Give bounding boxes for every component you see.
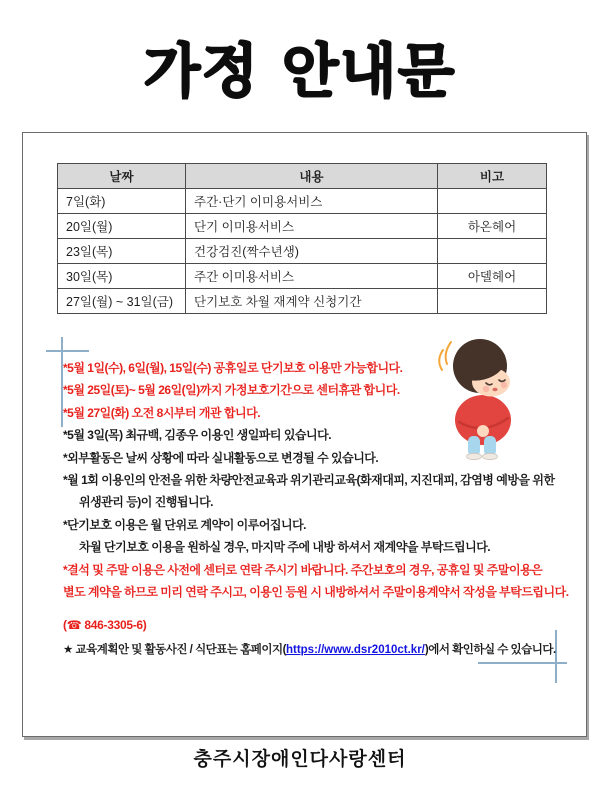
corner-mark-bottom-right-horizontal <box>478 662 567 664</box>
cell-content: 주간 이미용서비스 <box>186 264 438 289</box>
table-row <box>58 239 547 264</box>
homepage-suffix: )에서 확인하실 수 있습니다. <box>424 644 556 656</box>
corner-mark-top-left-horizontal <box>46 350 89 352</box>
bowing-boy-illustration <box>433 330 528 460</box>
cell-note <box>438 189 547 214</box>
page-title: 가정 안내문 <box>143 37 457 105</box>
notice-line: *5월 1일(수), 6일(월), 15일(수) 공휴일로 단기보호 이용만 가능합니다. <box>63 361 403 375</box>
homepage-link[interactable]: https://www.dsr2010ct.kr/ <box>285 644 425 656</box>
notice-line: *5월 27일(화) 오전 8시부터 개관 합니다. <box>63 405 261 420</box>
notice-line: *5월 3일(목) 최규백, 김종우 이용인 생일파티 있습니다. <box>63 428 332 443</box>
cell-content: 주간·단기 이미용서비스 <box>186 189 438 214</box>
cell-date: 20일(월) <box>58 214 186 239</box>
homepage-line <box>63 641 556 657</box>
cell-date: 7일(화) <box>58 189 186 214</box>
cell-note <box>438 289 547 314</box>
header-date: 날짜 <box>58 164 186 189</box>
notice-line: *단기보호 이용은 월 단위로 계약이 이루어집니다. <box>63 517 307 532</box>
schedule-table <box>57 163 547 314</box>
notice-line: *5월 25일(토)~ 5월 26일(일)까지 가정보호기간으로 센터휴관 합니다. <box>63 383 400 398</box>
header-note: 비고 <box>438 164 547 189</box>
cell-note: 하온헤어 <box>438 214 547 239</box>
cell-date: 30일(목) <box>58 264 186 289</box>
notice-line: *결석 및 주말 이용은 사전에 센터로 연락 주시기 바랍니다. 주간보호의 경우, 공휴일 및 주말이용은 <box>63 562 543 577</box>
table-header-row <box>58 164 547 189</box>
schedule-table-body <box>58 189 547 314</box>
footer-organization-name: 충주시장애인다사랑센터 <box>193 749 407 770</box>
table-row <box>58 189 547 214</box>
notice-line: *월 1회 이용인의 안전을 위한 차량안전교육과 위기관리교육(화재대피, 지진대피, 감염병 예방을 위한 <box>63 473 555 488</box>
notice-line: 차월 단기보호 이용을 원하실 경우, 마지막 주에 내방 하셔서 재계약을 부탁드립니다. <box>79 540 491 555</box>
cell-content: 단기보호 차월 재계약 신청기간 <box>186 289 438 314</box>
cell-content: 건강검진(짝수년생) <box>186 239 438 264</box>
cell-content: 단기 이미용서비스 <box>186 214 438 239</box>
motion-lines-icon <box>439 350 443 370</box>
cell-date: 27일(월) ~ 31일(금) <box>58 289 186 314</box>
homepage-prefix: ★ 교육계획안 및 활동사진 / 식단표는 홈페이지( <box>63 644 286 656</box>
table-row <box>58 214 547 239</box>
notice-line: *외부활동은 날씨 상황에 따라 실내활동으로 변경될 수 있습니다. <box>63 450 379 465</box>
cell-date: 23일(목) <box>58 239 186 264</box>
notice-line: 위생관리 등)이 진행됩니다. <box>79 495 214 510</box>
table-row <box>58 264 547 289</box>
table-row <box>58 289 547 314</box>
notice-line: 별도 계약을 하므로 미리 연락 주시고, 이용인 등원 시 내방하셔서 주말이용계약서 작성을 부탁드립니다. <box>63 585 569 600</box>
cell-note: 아델헤어 <box>438 264 547 289</box>
cell-note <box>438 239 547 264</box>
phone-line: (☎ 846-3305-6) <box>63 618 147 632</box>
header-content: 내용 <box>186 164 438 189</box>
schedule-table-header <box>58 164 547 189</box>
